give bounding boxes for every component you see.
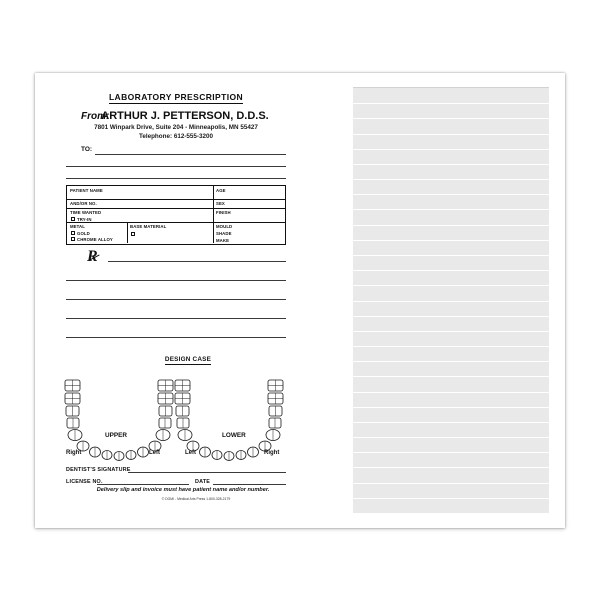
ruled-line xyxy=(353,331,549,332)
mould-label: MOULD xyxy=(216,224,233,229)
patient-box-divider-3 xyxy=(67,222,285,223)
rx-line-5[interactable] xyxy=(66,337,286,338)
design-case-title-text: DESIGN CASE xyxy=(164,356,212,363)
ruled-line xyxy=(353,452,549,453)
ruled-line xyxy=(353,179,549,180)
chrome-alloy-checkbox[interactable] xyxy=(71,237,75,241)
base-material-label: BASE MATERIAL xyxy=(130,224,167,229)
upper-right-label: Right xyxy=(66,450,82,456)
ruled-line xyxy=(353,255,549,256)
ruled-line xyxy=(353,118,549,119)
metal-label: METAL xyxy=(70,224,85,229)
ruled-line xyxy=(353,149,549,150)
design-case-title xyxy=(35,356,317,363)
ruled-line xyxy=(353,361,549,362)
ruled-line xyxy=(353,285,549,286)
patient-box-vline-age xyxy=(213,186,214,208)
ruled-line xyxy=(353,467,549,468)
ruled-line xyxy=(353,437,549,438)
rx-line-2[interactable] xyxy=(66,280,286,281)
ruled-line xyxy=(353,422,549,423)
patient-box-vline-base xyxy=(127,222,128,243)
page-title-text: LABORATORY PRESCRIPTION xyxy=(108,92,244,102)
ruled-line xyxy=(353,392,549,393)
rx-line-3[interactable] xyxy=(66,299,286,300)
patient-box-vline-mould xyxy=(213,222,214,243)
practice-address: 7801 Winpark Drive, Suite 204 - Minneapolis, MN 55427 xyxy=(94,124,258,131)
dentists-signature-label: DENTIST'S SIGNATURE xyxy=(66,467,131,473)
ruled-line xyxy=(353,209,549,210)
page-title xyxy=(35,92,317,102)
patient-box-divider-2 xyxy=(67,208,285,209)
age-label: AGE xyxy=(216,188,226,193)
ruled-line xyxy=(353,301,549,302)
try-in-checkbox[interactable] xyxy=(71,217,75,221)
rx-line-4[interactable] xyxy=(66,318,286,319)
to-line-1[interactable] xyxy=(95,154,286,155)
ruled-line xyxy=(353,346,549,347)
patient-name-label: PATIENT NAME xyxy=(70,188,103,193)
make-label: MAKE xyxy=(216,238,230,243)
dentists-signature-line[interactable] xyxy=(128,472,286,473)
ruled-line xyxy=(353,225,549,226)
base-material-checkbox[interactable] xyxy=(131,232,135,236)
lower-arch-label: LOWER xyxy=(222,432,246,439)
ruled-line xyxy=(353,498,549,499)
to-label: TO: xyxy=(81,146,93,153)
try-in-label: TRY-IN xyxy=(77,217,92,222)
patient-box-vline-finish xyxy=(213,208,214,222)
time-wanted-label: TIME WANTED xyxy=(70,210,102,215)
gold-label: GOLD xyxy=(77,231,90,236)
ruled-line xyxy=(353,270,549,271)
license-no-line[interactable] xyxy=(97,484,189,485)
doctor-name: ARTHUR J. PETTERSON, D.D.S. xyxy=(101,110,269,122)
ruled-line xyxy=(353,316,549,317)
ruled-line xyxy=(353,194,549,195)
lower-arch-diagram[interactable] xyxy=(169,366,289,462)
ruled-line xyxy=(353,483,549,484)
upper-left-label: Left xyxy=(149,450,160,456)
gold-checkbox[interactable] xyxy=(71,231,75,235)
chrome-alloy-label: CHROME ALLOY xyxy=(77,237,113,242)
upper-arch-label: UPPER xyxy=(105,432,128,439)
date-line[interactable] xyxy=(213,484,286,485)
ruled-line xyxy=(353,240,549,241)
license-no-label: LICENSE NO. xyxy=(66,479,103,485)
and-or-no-label: AND/OR NO. xyxy=(70,201,97,206)
practice-telephone: Telephone: 612-555-3200 xyxy=(138,133,214,140)
ruled-lines-area[interactable] xyxy=(353,87,549,513)
lower-left-label: Left xyxy=(185,450,196,456)
rx-line-1[interactable] xyxy=(108,261,286,262)
patient-info-box xyxy=(66,185,286,245)
ruled-line xyxy=(353,103,549,104)
from-label: From: xyxy=(81,111,110,122)
ruled-line xyxy=(353,407,549,408)
ruled-line xyxy=(353,134,549,135)
ruled-line xyxy=(353,164,549,165)
to-line-3[interactable] xyxy=(66,178,286,179)
to-line-2[interactable] xyxy=(66,166,286,167)
ruled-line xyxy=(353,376,549,377)
lower-right-label: Right xyxy=(264,450,280,456)
paper-sheet xyxy=(35,73,565,528)
finish-label: FINISH xyxy=(216,210,231,215)
date-label: DATE xyxy=(195,479,211,485)
upper-arch-diagram[interactable] xyxy=(59,366,179,462)
delivery-footnote: Delivery slip and invoice must have patient name and/or number. xyxy=(96,487,270,493)
copyright-notice: © DGMI - Medical Arts Press 1-800-328-2179 xyxy=(161,497,231,501)
patient-box-divider-1 xyxy=(67,199,285,200)
shade-label: SHADE xyxy=(216,231,232,236)
prescription-form xyxy=(35,73,317,528)
ruled-note-panel xyxy=(317,73,565,528)
sex-label: SEX xyxy=(216,201,225,206)
rx-symbol: R xyxy=(87,248,98,265)
